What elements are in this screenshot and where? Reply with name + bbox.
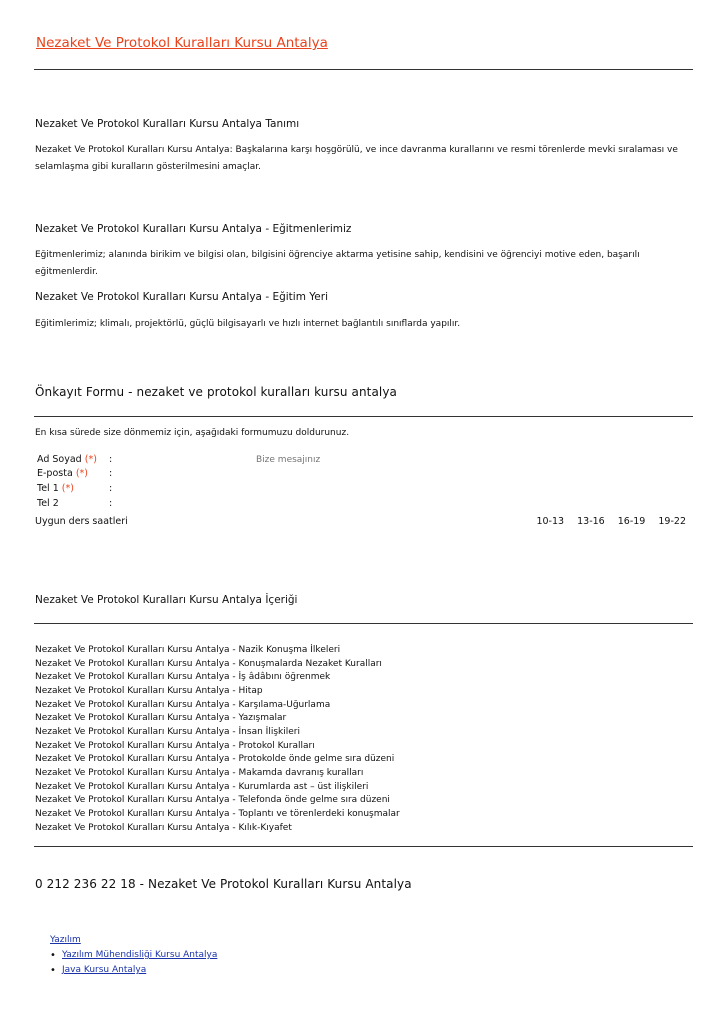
footer-link-software-engineering[interactable]: Yazılım Mühendisliği Kursu Antalya	[62, 950, 218, 960]
content-item: Nezaket Ve Protokol Kuralları Kursu Antalya - Karşılama-Uğurlama	[35, 699, 331, 710]
location-text: Eğitimlerimiz; klimalı, projektörlü, güçlü bilgisayarlı ve hızlı internet bağlantılı sınıflarda yapılır.	[35, 319, 461, 329]
phone1-label: Tel 1	[37, 483, 59, 494]
email-input[interactable]	[121, 468, 261, 480]
phone2-label: Tel 2	[37, 498, 59, 509]
content-item: Nezaket Ve Protokol Kuralları Kursu Antalya - Hitap	[35, 685, 263, 696]
instructors-heading: Nezaket Ve Protokol Kuralları Kursu Antalya - Eğitmenlerimiz	[35, 223, 352, 235]
content-heading: Nezaket Ve Protokol Kuralları Kursu Antalya İçeriği	[35, 594, 298, 606]
phone2-field-row	[37, 498, 257, 511]
content-item: Nezaket Ve Protokol Kuralları Kursu Antalya - Yazışmalar	[35, 713, 287, 724]
form-divider	[34, 416, 693, 417]
bullet-icon: •	[50, 950, 56, 961]
content-item: Nezaket Ve Protokol Kuralları Kursu Antalya - Kılık-Kıyafet	[35, 822, 292, 833]
form-heading: Önkayıt Formu - nezaket ve protokol kuralları kursu antalya	[35, 385, 398, 399]
name-field-row	[37, 454, 257, 467]
hour-option-10-13[interactable]: 10-13	[536, 516, 565, 527]
content-item: Nezaket Ve Protokol Kuralları Kursu Antalya - Konuşmalarda Nezaket Kuralları	[35, 658, 382, 669]
content-item: Nezaket Ve Protokol Kuralları Kursu Antalya - Kurumlarda ast – üst ilişkileri	[35, 781, 369, 792]
contact-phone-line: 0 212 236 22 18 - Nezaket Ve Protokol Kuralları Kursu Antalya	[35, 877, 412, 891]
email-label: E-posta	[37, 468, 73, 479]
colon: :	[109, 483, 113, 494]
footer-category-link[interactable]: Yazılım	[50, 935, 81, 945]
instructors-text: Eğitmenlerimiz; alanında birikim ve bilgisi olan, bilgisini öğrenciye aktarma yetisine sahip, kendisini ve öğrenciyi motive eden, başarılı eğitmenlerdir.	[35, 250, 640, 277]
hour-option-19-22[interactable]: 19-22	[658, 516, 686, 527]
definition-text: Nezaket Ve Protokol Kuralları Kursu Antalya: Başkalarına karşı hoşgörülü, ve ince davranma kurallarını ve resmi törenlerde mevki sıralaması ve selamlaşma gibi kuralların gösterilmesini amaçlar.	[35, 145, 678, 172]
content-item: Nezaket Ve Protokol Kuralları Kursu Antalya - Makamda davranış kuralları	[35, 767, 364, 778]
content-item: Nezaket Ve Protokol Kuralları Kursu Antalya - Protokol Kuralları	[35, 740, 315, 751]
content-item: Nezaket Ve Protokol Kuralları Kursu Antalya - Telefonda önde gelme sıra düzeni	[35, 795, 390, 806]
required-marker: (*)	[75, 468, 88, 479]
colon: :	[109, 498, 113, 509]
footer-link-java[interactable]: Java Kursu Antalya	[62, 965, 147, 975]
colon: :	[109, 454, 113, 465]
content-item: Nezaket Ve Protokol Kuralları Kursu Antalya - Toplantı ve törenlerdeki konuşmalar	[35, 808, 400, 819]
content-list	[35, 644, 400, 835]
hour-option-16-19[interactable]: 16-19	[617, 516, 646, 527]
required-marker: (*)	[84, 454, 97, 465]
name-input[interactable]	[121, 454, 261, 466]
content-item: Nezaket Ve Protokol Kuralları Kursu Antalya - İnsan İlişkileri	[35, 726, 300, 737]
bullet-icon: •	[50, 965, 56, 976]
contact-divider	[34, 846, 693, 847]
content-item: Nezaket Ve Protokol Kuralları Kursu Antalya - İş âdâbını öğrenmek	[35, 672, 331, 683]
hours-label: Uygun ders saatleri	[35, 516, 128, 527]
phone1-field-row	[37, 483, 257, 496]
form-intro: En kısa sürede size dönmemiz için, aşağıdaki formumuzu doldurunuz.	[35, 428, 350, 438]
colon: :	[109, 468, 113, 479]
email-field-row	[37, 468, 257, 481]
required-marker: (*)	[61, 483, 74, 494]
phone2-input[interactable]	[121, 498, 261, 510]
message-input[interactable]	[256, 453, 436, 467]
footer-links	[50, 935, 217, 980]
content-divider	[34, 623, 693, 624]
definition-heading: Nezaket Ve Protokol Kuralları Kursu Antalya Tanımı	[35, 118, 300, 130]
header-divider	[34, 69, 693, 70]
page-title-link[interactable]: Nezaket Ve Protokol Kuralları Kursu Antalya	[36, 35, 328, 51]
hours-options	[526, 516, 686, 527]
hour-option-13-16[interactable]: 13-16	[577, 516, 605, 527]
location-heading: Nezaket Ve Protokol Kuralları Kursu Antalya - Eğitim Yeri	[35, 291, 328, 303]
content-item: Nezaket Ve Protokol Kuralları Kursu Antalya - Nazik Konuşma İlkeleri	[35, 645, 341, 655]
name-label: Ad Soyad	[37, 454, 82, 465]
phone1-input[interactable]	[121, 483, 261, 495]
content-item: Nezaket Ve Protokol Kuralları Kursu Antalya - Protokolde önde gelme sıra düzeni	[35, 754, 395, 765]
